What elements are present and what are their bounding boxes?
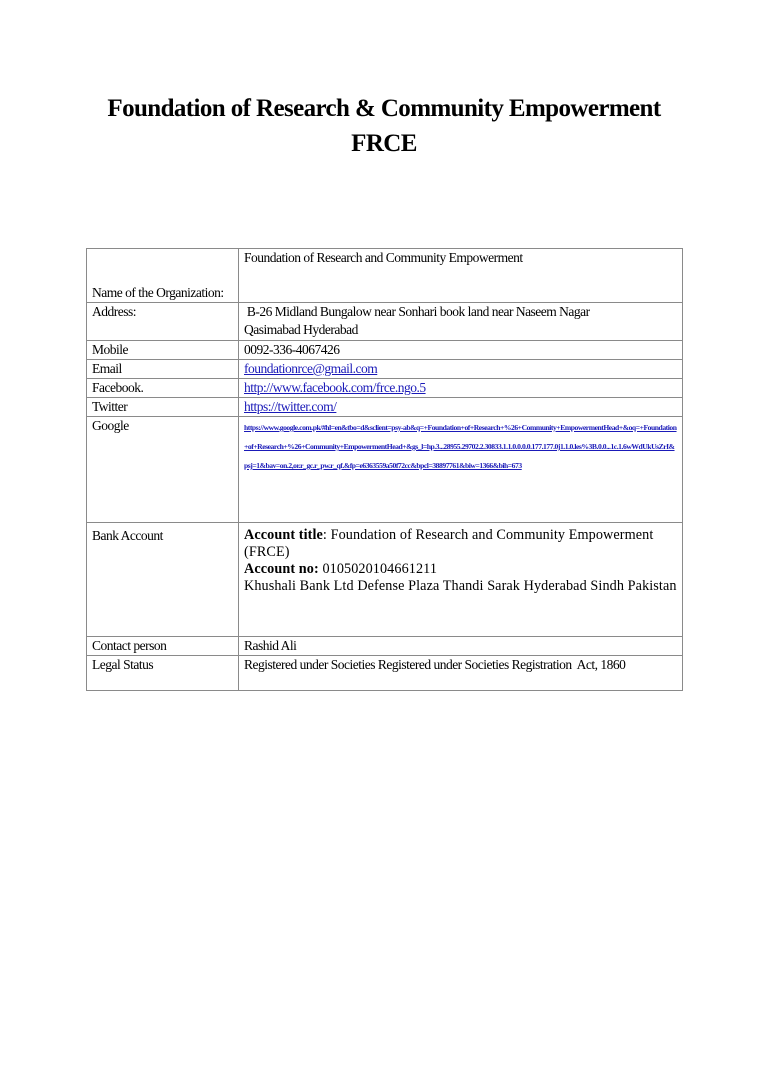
address-line-1: B-26 Midland Bungalow near Sonhari book land near Naseem Nagar	[244, 304, 590, 319]
bank-account-title-value: : Foundation of Research and Community Empowerment (FRCE)	[244, 527, 654, 560]
mobile-label: Mobile	[87, 341, 239, 360]
bank-account-number-value: 0105020104661211	[318, 561, 438, 577]
facebook-link[interactable]: http://www.facebook.com/frce.ngo.5	[244, 380, 426, 395]
bank-label	[87, 523, 239, 637]
email-link[interactable]: foundationrce@gmail.com	[244, 361, 378, 376]
bank-address: Khushali Bank Ltd Defense Plaza Thandi Sarak Hyderabad Sindh Pakistan	[244, 578, 677, 594]
facebook-value-cell	[239, 379, 683, 398]
bank-label-text: Bank Account	[92, 528, 163, 543]
address-label: Address:	[87, 303, 239, 341]
table-row-email	[87, 360, 683, 379]
table-row-legal-status	[87, 656, 683, 691]
contact-label: Contact person	[87, 637, 239, 656]
contact-value: Rashid Ali	[239, 637, 683, 656]
google-value-cell	[239, 417, 683, 523]
address-line-2: Qasimabad Hyderabad	[244, 322, 358, 337]
google-label: Google	[87, 417, 239, 523]
table-row-contact-person	[87, 637, 683, 656]
table-row-bank-account	[87, 523, 683, 637]
table-row-organization	[87, 249, 683, 303]
bank-account-title-line	[244, 527, 677, 561]
org-name: Foundation of Research and Community Empowerment	[244, 250, 523, 265]
document-title: Foundation of Research & Community Empowerment	[107, 95, 661, 122]
facebook-label: Facebook.	[87, 379, 239, 398]
table-row-facebook	[87, 379, 683, 398]
bank-account-number-label: Account no:	[244, 561, 319, 577]
organization-info-table	[86, 248, 683, 691]
org-value-cell	[239, 249, 683, 303]
org-label: Name of the Organization:	[92, 285, 224, 300]
twitter-value-cell	[239, 398, 683, 417]
email-label: Email	[87, 360, 239, 379]
legal-label: Legal Status	[87, 656, 239, 691]
table-row-twitter	[87, 398, 683, 417]
table-row-mobile	[87, 341, 683, 360]
document-subtitle: FRCE	[351, 130, 417, 157]
bank-account-number-line	[244, 561, 677, 578]
table-row-google	[87, 417, 683, 523]
twitter-label: Twitter	[87, 398, 239, 417]
bank-details-cell	[239, 523, 683, 637]
table-row-address	[87, 303, 683, 341]
mobile-value: 0092-336-4067426	[239, 341, 683, 360]
twitter-link[interactable]: https://twitter.com/	[244, 399, 337, 414]
bank-account-title-label: Account title	[244, 527, 323, 543]
org-label-cell	[87, 249, 239, 303]
legal-value: Registered under Societies Registered under Societies Registration Act, 1860	[239, 656, 683, 691]
email-value-cell	[239, 360, 683, 379]
google-link[interactable]: https://www.google.com.pk/#hl=en&tbo=d&sclient=psy-ab&q=+Foundation+of+Research+%26+Community+EmpowermentHead+&oq=+Foundation+of+Research+%26+Community+EmpowermentHead+&gs_l=hp.3...28955.29702.2.30833.1.1.0.0.0.0.177.177.0j1.1.0.les%3B.0.0...1c.1.6wWdUkUsZrI&psj=1&bav=on.2,or.r_gc.r_pw.r_qf.&fp=e6363559a50f72cc&bpcl=38897761&biw=1366&bih=673	[244, 423, 677, 470]
address-value-cell	[239, 303, 683, 341]
